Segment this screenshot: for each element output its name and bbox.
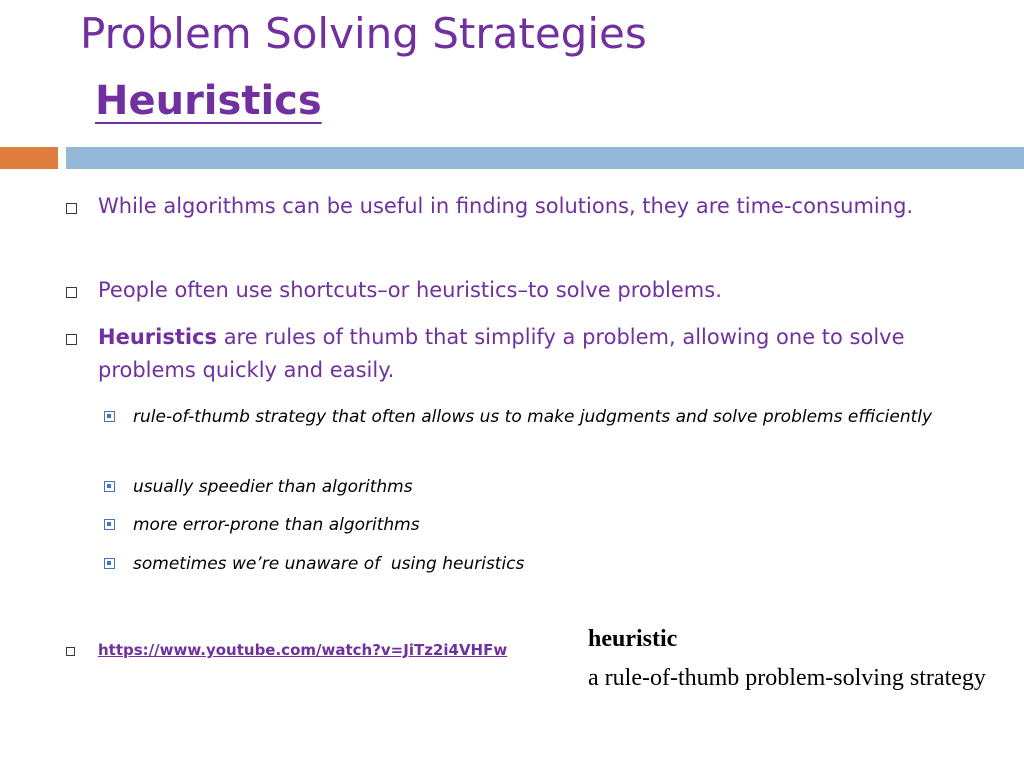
bullet-marker-icon — [66, 334, 77, 345]
subbullet-item: usually speedier than algorithms — [133, 477, 413, 497]
bullet-rest-text: are rules of thumb that simplify a problem, allowing one to solve problems quickly and easily. — [98, 325, 905, 382]
subbullet-marker-icon — [104, 519, 115, 530]
bullet-marker-icon — [66, 287, 77, 298]
slide-subtitle: Heuristics — [95, 78, 322, 124]
subbullet-marker-icon — [104, 558, 115, 569]
subbullet-item: sometimes we’re unaware of using heuristics — [133, 554, 525, 574]
subbullet-item: more error-prone than algorithms — [133, 515, 420, 535]
bullet-bold-term: Heuristics — [98, 325, 218, 349]
youtube-link[interactable]: https://www.youtube.com/watch?v=JiTz2i4VHFw — [98, 641, 508, 659]
definition-term: heuristic — [588, 626, 678, 652]
subbullet-item: rule-of-thumb strategy that often allows us to make judgments and solve problems efficiently — [133, 407, 933, 427]
subbullet-marker-icon — [104, 411, 115, 422]
bullet-marker-icon — [66, 647, 75, 656]
bullet-item — [98, 321, 958, 387]
slide-title: Problem Solving Strategies — [80, 9, 647, 58]
bullet-marker-icon — [66, 203, 77, 214]
subbullet-marker-icon — [104, 481, 115, 492]
bullet-item: While algorithms can be useful in finding solutions, they are time-consuming. — [98, 194, 914, 218]
bullet-item: People often use shortcuts–or heuristics–to solve problems. — [98, 278, 722, 302]
definition-text: a rule-of-thumb problem-solving strategy — [588, 665, 986, 691]
